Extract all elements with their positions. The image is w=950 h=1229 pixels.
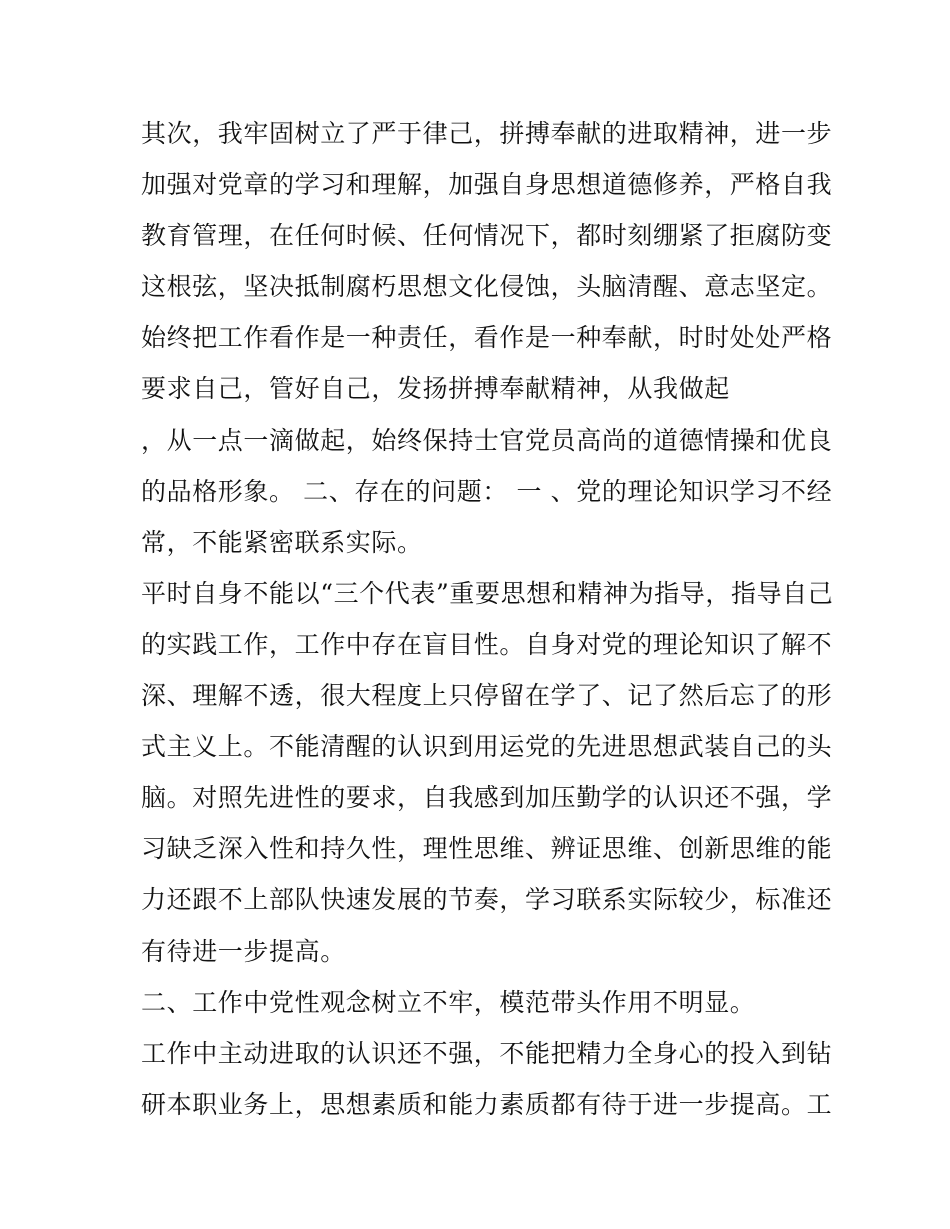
text-line: 习缺乏深入性和持久性，理性思维、辨证思维、创新思维的能: [141, 834, 833, 864]
body-text: [141, 108, 834, 1130]
text-line: 有待进一步提高。: [141, 936, 346, 966]
text-line: 式主义上。不能清醒的认识到用运党的先进思想武装自己的头: [141, 732, 833, 762]
text-line: 力还跟不上部队快速发展的节奏，学习联系实际较少，标准还: [141, 885, 833, 915]
text-line: 脑。对照先进性的要求，自我感到加压勤学的认识还不强，学: [141, 783, 833, 813]
text-line: 的品格形象。 二、存在的问题： 一 、党的理论知识学习不经: [141, 476, 833, 506]
text-line: 工作中主动进取的认识还不强，不能把精力全身心的投入到钻: [141, 1038, 833, 1068]
text-line: 平时自身不能以“三个代表”重要思想和精神为指导，指导自己: [141, 578, 834, 608]
text-line: 要求自己，管好自己，发扬拼搏奉献精神，从我做起: [141, 374, 730, 404]
text-line: 加强对党章的学习和理解，加强自身思想道德修养，严格自我: [141, 170, 833, 200]
text-line: 二、工作中党性观念树立不牢，模范带头作用不明显。: [141, 987, 756, 1017]
text-line: 常，不能紧密联系实际。: [141, 527, 423, 557]
text-line: 这根弦，坚决抵制腐朽思想文化侵蚀，头脑清醒、意志坚定。: [141, 272, 833, 302]
text-line: 其次，我牢固树立了严于律己，拼搏奉献的进取精神，进一步: [141, 119, 833, 148]
text-line: 的实践工作，工作中存在盲目性。自身对党的理论知识了解不: [141, 629, 833, 659]
text-line: 始终把工作看作是一种责任，看作是一种奉献，时时处处严格: [141, 323, 833, 353]
text-line: ，从一点一滴做起，始终保持士官党员高尚的道德情操和优良: [141, 425, 833, 455]
text-line: 研本职业务上，思想素质和能力素质都有待于进一步提高。工: [141, 1089, 833, 1119]
text-line: 教育管理，在任何时候、任何情况下，都时刻绷紧了拒腐防变: [141, 221, 833, 251]
text-line: 深、理解不透，很大程度上只停留在学了、记了然后忘了的形: [141, 681, 833, 711]
